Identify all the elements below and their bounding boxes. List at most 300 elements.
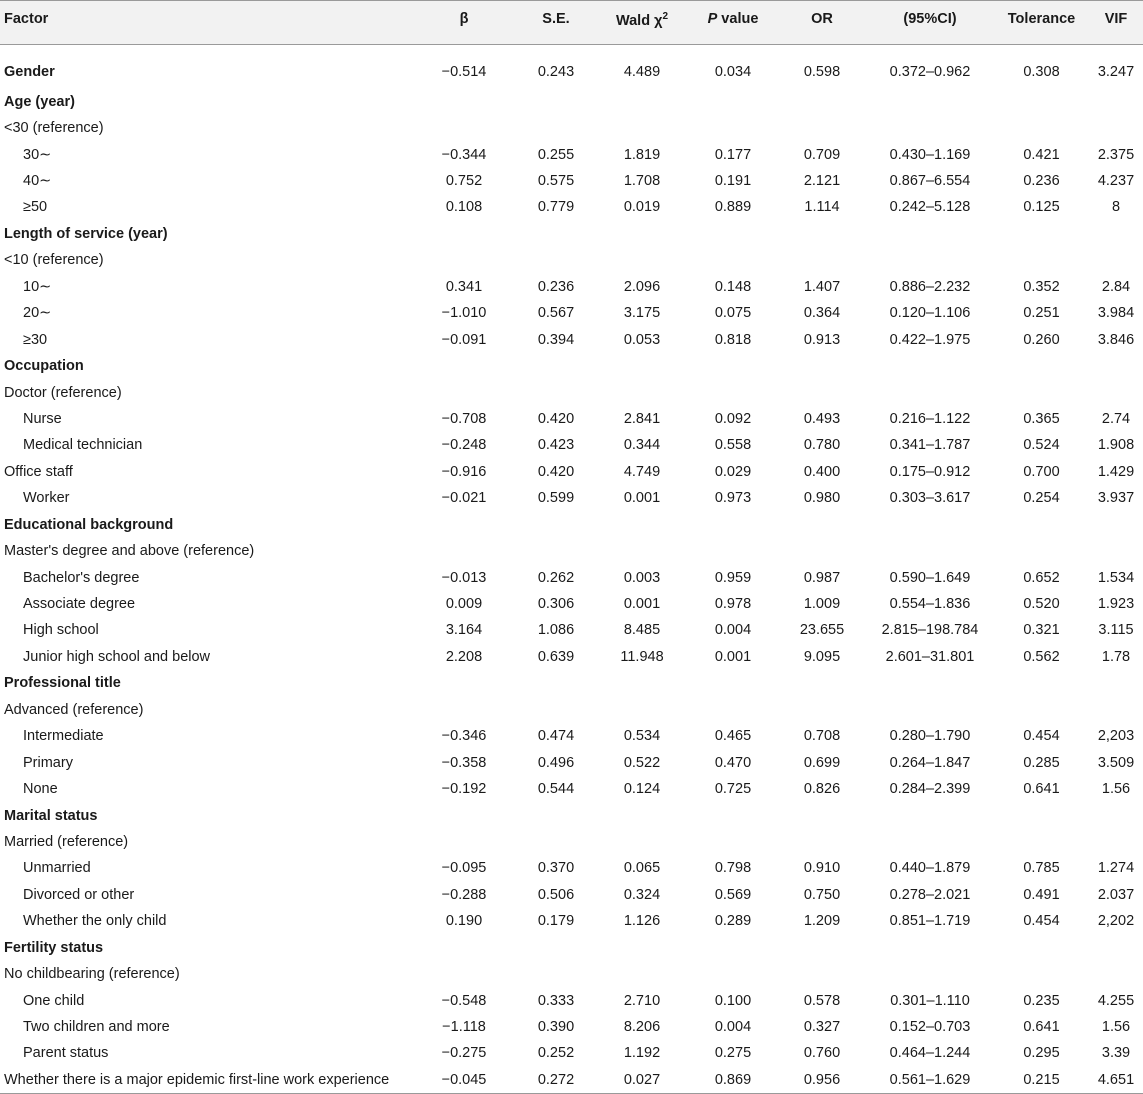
vif-cell: 3.984	[1097, 305, 1135, 322]
p-value-cell	[688, 221, 778, 247]
factor-label: Doctor (reference)	[4, 384, 122, 401]
beta-cell: −0.288	[441, 886, 487, 903]
ci-cell: 0.216–1.122	[889, 410, 971, 427]
p-value-cell	[688, 670, 778, 696]
tolerance-cell: 0.308	[1023, 63, 1060, 80]
beta-cell: 3.164	[445, 622, 483, 639]
wald-cell	[596, 670, 688, 696]
tolerance-cell: 0.295	[1023, 1045, 1060, 1062]
p-value-cell: 0.004	[714, 622, 752, 639]
header-or: OR	[778, 1, 866, 45]
beta-cell: −0.192	[441, 781, 487, 798]
p-value-cell: 0.029	[714, 463, 752, 480]
beta-cell: −0.548	[441, 992, 487, 1009]
or-cell	[778, 115, 866, 141]
table-row	[0, 829, 1143, 855]
p-value-cell	[688, 115, 778, 141]
factor-label: Medical technician	[23, 437, 143, 454]
se-cell: 0.639	[537, 648, 575, 665]
se-cell: 0.544	[537, 781, 575, 798]
se-cell: 0.333	[537, 992, 575, 1009]
se-cell: 0.420	[537, 463, 575, 480]
ci-cell: 0.175–0.912	[889, 463, 971, 480]
or-cell: 9.095	[803, 648, 841, 665]
ci-cell	[866, 353, 994, 379]
ci-cell: 0.284–2.399	[889, 781, 971, 798]
se-cell: 0.394	[537, 331, 575, 348]
category-row	[0, 670, 1143, 696]
factor-label: Whether the only child	[23, 913, 167, 930]
factor-label: ≥50	[23, 199, 48, 216]
factor-label: Master's degree and above (reference)	[4, 543, 255, 560]
vif-cell	[1089, 379, 1143, 405]
ci-cell: 0.372–0.962	[889, 63, 971, 80]
se-cell: 0.252	[537, 1045, 575, 1062]
header-row	[0, 1, 1143, 45]
tolerance-cell: 0.562	[1023, 648, 1060, 665]
beta-cell	[412, 670, 516, 696]
wald-cell	[596, 89, 688, 115]
factor-label: 30∼	[23, 146, 52, 163]
p-value-cell: 0.818	[714, 331, 752, 348]
vif-cell: 1.56	[1101, 781, 1131, 798]
factor-label: 40∼	[23, 173, 52, 190]
tolerance-cell: 0.520	[1023, 596, 1060, 613]
factor-label: 10∼	[23, 278, 52, 295]
se-cell: 0.567	[537, 305, 575, 322]
or-cell: 23.655	[799, 622, 845, 639]
vif-cell	[1089, 829, 1143, 855]
vif-cell: 8	[1111, 199, 1121, 216]
or-cell	[778, 379, 866, 405]
tolerance-cell	[994, 221, 1089, 247]
vif-cell: 2.74	[1101, 410, 1131, 427]
table-row	[0, 1040, 1143, 1066]
vif-cell: 1.908	[1097, 437, 1135, 454]
or-cell	[778, 935, 866, 961]
se-cell: 0.575	[537, 173, 575, 190]
header-tolerance: Tolerance	[994, 1, 1089, 45]
ci-cell	[866, 697, 994, 723]
wald-cell	[596, 935, 688, 961]
wald-cell: 8.485	[623, 622, 661, 639]
vif-cell	[1089, 538, 1143, 564]
vif-cell	[1089, 247, 1143, 273]
factor-label: <30 (reference)	[4, 120, 104, 137]
beta-cell	[412, 935, 516, 961]
tolerance-cell: 0.125	[1023, 199, 1060, 216]
beta-cell	[412, 247, 516, 273]
factor-label: Primary	[23, 754, 73, 771]
vif-cell: 2,203	[1097, 728, 1135, 745]
wald-cell	[596, 247, 688, 273]
beta-cell: −0.344	[441, 146, 487, 163]
ci-cell: 2.601–31.801	[885, 648, 975, 665]
wald-cell: 0.522	[623, 754, 661, 771]
header-ci: (95%CI)	[866, 1, 994, 45]
tolerance-cell: 0.491	[1023, 886, 1060, 903]
factor-label: ≥30	[23, 331, 48, 348]
wald-cell	[596, 802, 688, 828]
beta-cell: 0.341	[445, 278, 483, 295]
se-cell	[516, 697, 596, 723]
se-cell	[516, 353, 596, 379]
beta-cell	[412, 115, 516, 141]
or-cell	[778, 697, 866, 723]
table-row	[0, 406, 1143, 432]
ci-cell: 0.264–1.847	[889, 754, 971, 771]
factor-label: 20∼	[23, 305, 52, 322]
or-cell	[778, 512, 866, 538]
wald-cell: 0.124	[623, 781, 661, 798]
p-value-cell	[688, 353, 778, 379]
or-cell: 0.760	[803, 1045, 841, 1062]
or-cell: 1.407	[803, 278, 841, 295]
table-row	[0, 961, 1143, 987]
wald-cell: 3.175	[623, 305, 661, 322]
p-value-cell	[688, 935, 778, 961]
beta-cell: −0.045	[412, 1067, 516, 1093]
factor-label: No childbearing (reference)	[4, 966, 180, 983]
tolerance-cell: 0.641	[1023, 781, 1060, 798]
category-row	[0, 89, 1143, 115]
vif-cell	[1089, 697, 1143, 723]
tolerance-cell	[994, 961, 1089, 987]
ci-cell	[866, 829, 994, 855]
se-cell: 1.086	[537, 622, 575, 639]
ci-cell	[866, 670, 994, 696]
ci-cell: 2.815–198.784	[881, 622, 979, 639]
wald-cell	[596, 353, 688, 379]
beta-cell: −0.346	[441, 728, 487, 745]
tolerance-cell	[994, 379, 1089, 405]
or-cell: 0.980	[803, 490, 841, 507]
factor-label: Married (reference)	[4, 833, 129, 850]
se-cell	[516, 802, 596, 828]
p-value-cell: 0.289	[714, 913, 752, 930]
se-cell: 0.370	[537, 860, 575, 877]
or-cell: 0.364	[803, 305, 841, 322]
or-cell: 0.400	[803, 463, 841, 480]
se-cell: 0.496	[537, 754, 575, 771]
table-row	[0, 617, 1143, 643]
beta-cell: −0.358	[441, 754, 487, 771]
tolerance-cell	[994, 115, 1089, 141]
or-cell	[778, 829, 866, 855]
beta-cell	[412, 802, 516, 828]
category-label: Educational background	[4, 516, 174, 533]
p-value-cell: 0.558	[714, 437, 752, 454]
table-row	[0, 141, 1143, 167]
ci-cell: 0.152–0.703	[889, 1019, 971, 1036]
tolerance-cell: 0.652	[1023, 569, 1060, 586]
table-header	[0, 1, 1143, 45]
se-cell: 0.420	[537, 410, 575, 427]
vif-cell: 4.237	[1097, 173, 1135, 190]
tolerance-cell	[994, 89, 1089, 115]
ci-cell: 0.120–1.106	[889, 305, 971, 322]
p-value-cell: 0.889	[714, 199, 752, 216]
factor-label: Parent status	[23, 1045, 109, 1062]
or-cell: 0.750	[803, 886, 841, 903]
ci-cell	[866, 961, 994, 987]
tolerance-cell: 0.421	[1023, 146, 1060, 163]
p-value-cell: 0.177	[714, 146, 752, 163]
factor-label: <10 (reference)	[4, 252, 104, 269]
beta-cell: −1.010	[441, 305, 487, 322]
or-cell: 0.493	[803, 410, 841, 427]
wald-cell: 0.534	[623, 728, 661, 745]
p-value-cell	[688, 89, 778, 115]
category-label: Length of service (year)	[4, 225, 168, 242]
tolerance-cell: 0.524	[1023, 437, 1060, 454]
beta-cell: 0.190	[445, 913, 483, 930]
or-cell: 0.913	[803, 331, 841, 348]
ci-cell	[866, 89, 994, 115]
wald-cell: 0.344	[623, 437, 661, 454]
beta-cell: −0.091	[441, 331, 487, 348]
se-cell	[516, 379, 596, 405]
ci-cell: 0.561–1.629	[866, 1067, 994, 1093]
or-cell	[778, 353, 866, 379]
ci-cell: 0.590–1.649	[889, 569, 971, 586]
tolerance-cell	[994, 670, 1089, 696]
vif-cell: 3.39	[1101, 1045, 1131, 1062]
se-cell	[516, 512, 596, 538]
se-cell: 0.306	[537, 596, 575, 613]
se-cell: 0.243	[537, 63, 575, 80]
or-cell: 0.826	[803, 781, 841, 798]
beta-cell: −0.275	[441, 1045, 487, 1062]
p-value-cell: 0.725	[714, 781, 752, 798]
wald-cell: 2.841	[623, 410, 661, 427]
se-cell: 0.262	[537, 569, 575, 586]
table-row	[0, 697, 1143, 723]
category-row	[0, 512, 1143, 538]
vif-cell: 2.037	[1097, 886, 1135, 903]
tolerance-cell: 0.215	[994, 1067, 1089, 1093]
beta-cell: −0.708	[441, 410, 487, 427]
vif-cell: 3.247	[1097, 63, 1135, 80]
category-label: Occupation	[4, 358, 84, 375]
p-value-cell	[688, 512, 778, 538]
p-value-cell: 0.075	[714, 305, 752, 322]
p-value-cell	[688, 538, 778, 564]
ci-cell: 0.440–1.879	[889, 860, 971, 877]
or-cell	[778, 538, 866, 564]
se-cell: 0.255	[537, 146, 575, 163]
factor-label: Advanced (reference)	[4, 701, 144, 718]
tolerance-cell: 0.235	[1023, 992, 1060, 1009]
header-p-rest: value	[717, 11, 759, 27]
wald-cell: 0.003	[623, 569, 661, 586]
or-cell: 0.327	[803, 1019, 841, 1036]
se-cell: 0.474	[537, 728, 575, 745]
wald-cell: 8.206	[623, 1019, 661, 1036]
vif-cell	[1089, 115, 1143, 141]
category-row	[0, 221, 1143, 247]
or-cell: 0.598	[803, 63, 841, 80]
table-row	[0, 1014, 1143, 1040]
beta-cell: −0.095	[441, 860, 487, 877]
or-cell: 0.987	[803, 569, 841, 586]
p-value-cell: 0.978	[714, 596, 752, 613]
or-cell	[778, 89, 866, 115]
category-label: Professional title	[4, 675, 121, 692]
header-p-letter: P	[707, 11, 718, 27]
vif-cell	[1089, 935, 1143, 961]
header-beta: β	[412, 1, 516, 45]
se-cell	[516, 221, 596, 247]
or-cell: 1.209	[803, 913, 841, 930]
table-row	[0, 855, 1143, 881]
se-cell	[516, 115, 596, 141]
vif-cell	[1089, 961, 1143, 987]
table-row	[0, 379, 1143, 405]
ci-cell	[866, 802, 994, 828]
wald-cell: 1.192	[623, 1045, 661, 1062]
se-cell	[516, 829, 596, 855]
beta-cell: −0.248	[441, 437, 487, 454]
factor-label: Bachelor's degree	[23, 569, 140, 586]
factor-label: Worker	[23, 490, 70, 507]
tolerance-cell	[994, 538, 1089, 564]
vif-cell: 2,202	[1097, 913, 1135, 930]
vif-cell: 4.255	[1097, 992, 1135, 1009]
tolerance-cell: 0.352	[1023, 278, 1060, 295]
wald-cell: 2.710	[623, 992, 661, 1009]
or-cell: 1.009	[803, 596, 841, 613]
p-value-cell: 0.465	[714, 728, 752, 745]
tolerance-cell: 0.454	[1023, 913, 1060, 930]
or-cell	[778, 802, 866, 828]
beta-cell: −0.013	[441, 569, 487, 586]
tolerance-cell: 0.285	[1023, 754, 1060, 771]
table-row	[0, 168, 1143, 194]
beta-cell	[412, 961, 516, 987]
factor-label: Junior high school and below	[23, 648, 211, 665]
p-value-cell	[688, 379, 778, 405]
vif-cell: 1.534	[1097, 569, 1135, 586]
beta-cell: 0.009	[445, 596, 483, 613]
beta-cell: −0.514	[441, 63, 487, 80]
tolerance-cell: 0.365	[1023, 410, 1060, 427]
wald-cell	[596, 379, 688, 405]
se-cell: 0.390	[537, 1019, 575, 1036]
vif-cell: 3.846	[1097, 331, 1135, 348]
wald-cell: 1.819	[623, 146, 661, 163]
table-row	[0, 432, 1143, 458]
se-cell	[516, 670, 596, 696]
wald-cell: 0.027	[596, 1067, 688, 1093]
vif-cell	[1089, 802, 1143, 828]
factor-label: One child	[23, 992, 85, 1009]
table-row	[0, 459, 1143, 485]
tolerance-cell	[994, 935, 1089, 961]
ci-cell: 0.242–5.128	[889, 199, 971, 216]
p-value-cell	[688, 829, 778, 855]
or-cell: 1.114	[804, 199, 840, 216]
se-cell: 0.179	[537, 913, 575, 930]
beta-cell: −1.118	[442, 1019, 486, 1036]
table-row	[0, 723, 1143, 749]
se-cell: 0.236	[537, 278, 575, 295]
vif-cell: 3.115	[1098, 622, 1134, 639]
se-cell	[516, 89, 596, 115]
ci-cell	[866, 512, 994, 538]
header-wald-label: Wald χ	[615, 12, 663, 29]
or-cell: 0.708	[803, 728, 841, 745]
beta-cell	[412, 89, 516, 115]
vif-cell: 2.84	[1101, 278, 1131, 295]
header-factor: Factor	[0, 1, 412, 45]
tolerance-cell: 0.254	[1023, 490, 1060, 507]
factor-label: Whether there is a major epidemic first-line work experience	[0, 1067, 412, 1093]
vif-cell	[1089, 353, 1143, 379]
se-cell	[516, 538, 596, 564]
p-value-cell: 0.148	[714, 278, 752, 295]
wald-cell: 0.001	[623, 490, 661, 507]
category-label: Fertility status	[4, 939, 104, 956]
tolerance-cell	[994, 697, 1089, 723]
category-row	[0, 353, 1143, 379]
or-cell: 2.121	[803, 173, 841, 190]
p-value-cell: 0.569	[714, 886, 752, 903]
table-row	[0, 908, 1143, 934]
wald-cell: 4.749	[623, 463, 661, 480]
tolerance-cell: 0.251	[1023, 305, 1060, 322]
ci-cell: 0.430–1.169	[889, 146, 971, 163]
ci-cell	[866, 247, 994, 273]
tolerance-cell: 0.321	[1023, 622, 1060, 639]
ci-cell: 0.422–1.975	[889, 331, 971, 348]
wald-cell: 0.001	[623, 596, 661, 613]
beta-cell	[412, 353, 516, 379]
vif-cell: 1.78	[1101, 648, 1131, 665]
or-cell: 0.709	[803, 146, 841, 163]
wald-cell: 1.708	[623, 173, 661, 190]
vif-cell	[1089, 512, 1143, 538]
factor-label: Unmarried	[23, 860, 91, 877]
tolerance-cell: 0.260	[1023, 331, 1060, 348]
table-row	[0, 194, 1143, 220]
table-row	[0, 987, 1143, 1013]
ci-cell: 0.851–1.719	[889, 913, 971, 930]
vif-cell: 3.509	[1097, 754, 1135, 771]
table-row	[0, 776, 1143, 802]
beta-cell	[412, 512, 516, 538]
ci-cell: 0.464–1.244	[889, 1045, 971, 1062]
tolerance-cell	[994, 512, 1089, 538]
table-row	[0, 564, 1143, 590]
factor-label: High school	[23, 622, 99, 639]
tolerance-cell	[994, 353, 1089, 379]
header-wald-superscript: 2	[662, 11, 669, 22]
beta-cell: −0.021	[441, 490, 487, 507]
vif-cell: 1.923	[1097, 596, 1135, 613]
vif-cell: 2.375	[1097, 146, 1135, 163]
factor-label: Gender	[4, 63, 55, 80]
factor-label: Office staff	[4, 463, 73, 480]
or-cell: 0.910	[803, 860, 841, 877]
table-body	[0, 45, 1143, 1094]
wald-cell	[596, 221, 688, 247]
se-cell: 0.599	[537, 490, 575, 507]
or-cell	[778, 247, 866, 273]
wald-cell: 0.053	[623, 331, 661, 348]
vif-cell: 4.651	[1089, 1067, 1143, 1093]
table-row	[0, 749, 1143, 775]
